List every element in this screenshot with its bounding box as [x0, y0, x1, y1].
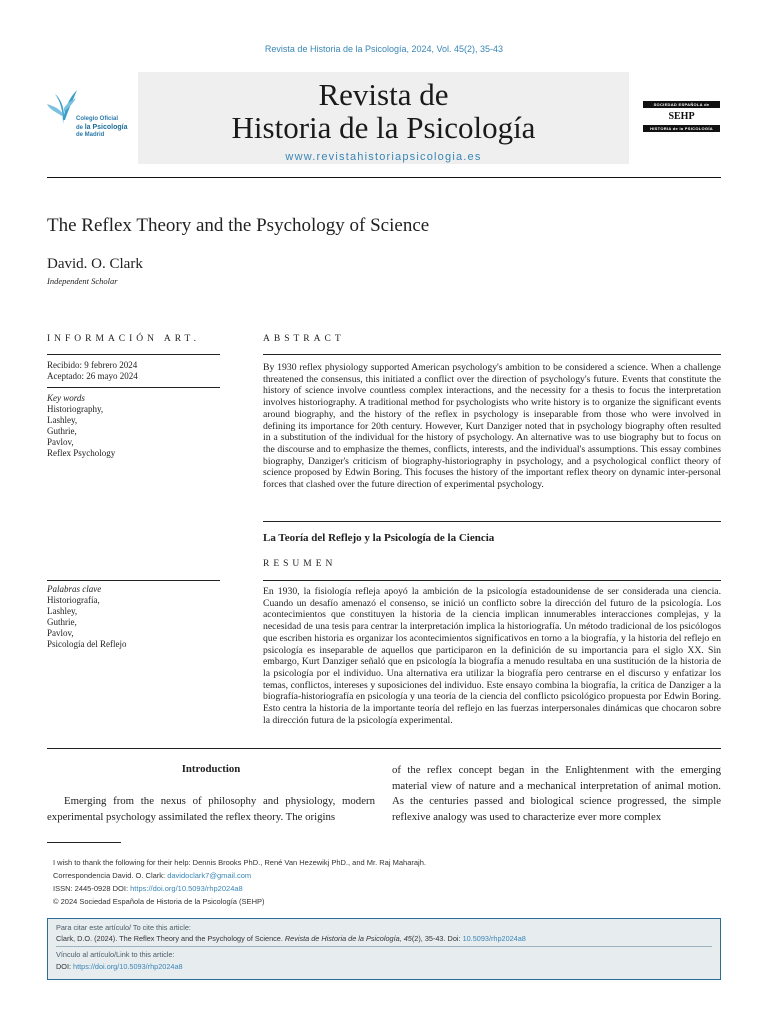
cite-suffix: (2), 35-43. Doi:	[411, 934, 463, 944]
info-heading: INFORMACIÓN ART.	[47, 334, 200, 344]
sehp-bottom-bar: HISTORIA de la PSICOLOGÍA	[643, 125, 720, 132]
copyright: © 2024 Sociedad Española de Historia de la Psicología (SEHP)	[53, 897, 265, 906]
palabras-label: Palabras clave	[47, 584, 102, 594]
link-line	[56, 961, 712, 972]
logo-line2: de	[76, 124, 84, 131]
palabra-clave: Pavlov,	[47, 628, 74, 638]
colegio-logo	[47, 86, 133, 138]
body-divider	[47, 748, 721, 749]
article-author: David. O. Clark	[47, 256, 143, 272]
logo-line3: la Psicología	[84, 123, 128, 131]
doi-link[interactable]: https://doi.org/10.5093/rhp2024a8	[130, 884, 243, 893]
sehp-top-bar: SOCIEDAD ESPAÑOLA de	[643, 101, 720, 108]
palabras-rule	[47, 580, 220, 581]
link-doi-label: DOI:	[56, 961, 74, 971]
abstract-heading: ABSTRACT	[263, 334, 345, 344]
masthead-url[interactable]: www.revistahistoriapsicologia.es	[285, 151, 482, 163]
citation-box	[47, 918, 721, 980]
intro-heading: Introduction	[181, 763, 241, 775]
cite-journal: Revista de Historia de la Psicología,	[284, 934, 404, 944]
footnote-rule	[47, 842, 121, 843]
resumen-rule	[263, 580, 721, 581]
keyword: Lashley,	[47, 415, 78, 425]
correspondence	[53, 869, 426, 882]
accepted-date: Aceptado: 26 mayo 2024	[47, 371, 138, 381]
cite-prefix: Clark, D.O. (2024). The Reflex Theory and the Psychology of Science.	[56, 934, 285, 944]
received-date: Recibido: 9 febrero 2024	[47, 360, 138, 370]
keyword: Reflex Psychology	[47, 448, 116, 458]
palabra-clave: Psicología del Reflejo	[47, 639, 127, 649]
masthead-line2: Historia de la Psicología	[231, 110, 536, 145]
acknowledgements: I wish to thank the following for their help: Dennis Brooks PhD., René Van Hezewikj PhD., and Mr. Raj Maharajh.	[53, 858, 426, 867]
masthead	[138, 72, 629, 164]
keyword: Guthrie,	[47, 426, 77, 436]
spanish-title: La Teoría del Reflejo y la Psicología de la Ciencia	[263, 532, 495, 544]
dates-rule	[47, 387, 220, 388]
issn-line	[53, 882, 426, 895]
resumen-heading: RESUMEN	[263, 559, 337, 569]
cite-doi-link[interactable]: 10.5093/rhp2024a8	[462, 934, 526, 944]
email-link[interactable]: davidoclark7@gmail.com	[167, 871, 252, 880]
abstract-end-rule	[263, 521, 721, 522]
intro-paragraph-left: Emerging from the nexus of philosophy and physiology, modern experimental psychology assimilated the reflex theory. The origins	[47, 795, 375, 823]
info-rule	[47, 354, 220, 355]
intro-paragraph-right: of the reflex concept began in the Enlightenment with the emerging material view of nature and a mechanical interpretation of animal motion. As the centuries passed and biological science progressed, the simple reflexive analogy was used to characterize ever more complex	[392, 764, 721, 823]
dates-block	[47, 360, 220, 382]
author-affiliation: Independent Scholar	[47, 276, 118, 286]
palabras-block	[47, 584, 220, 650]
palabra-clave: Historiografía,	[47, 595, 100, 605]
palabra-clave: Guthrie,	[47, 617, 77, 627]
sehp-acronym: SEHP	[668, 111, 695, 122]
leaf-logo-icon	[47, 86, 77, 126]
cite-label: Para citar este artículo/ To cite this article:	[56, 923, 191, 932]
article-doi-link[interactable]: https://doi.org/10.5093/rhp2024a8	[73, 961, 183, 971]
cite-separator	[56, 946, 712, 947]
correspondence-label: Correspondencia David. O. Clark:	[53, 871, 168, 880]
link-label: Vínculo al artículo/Link to this article:	[56, 950, 175, 960]
masthead-line1: Revista de	[318, 77, 449, 112]
footnotes	[53, 856, 426, 908]
keyword: Pavlov,	[47, 437, 74, 447]
keywords-label: Key words	[47, 393, 85, 403]
logo-line4: de Madrid	[76, 132, 105, 138]
journal-reference: Revista de Historia de la Psicología, 2024, Vol. 45(2), 35-43	[264, 44, 504, 54]
keywords-block	[47, 393, 220, 459]
abstract-rule	[263, 354, 721, 355]
logo-line1: Colegio Oficial	[76, 116, 119, 122]
logo-text	[76, 116, 127, 140]
resumen-text: En 1930, la fisiología refleja apoyó la ambición de la psicología estadounidense de ser considerada una ciencia. Cuando un desafío amenazó el consenso, se inició un conflicto sobre la dirección del futuro de la psicología. Los acontecimientos que constituyen la historia de la ciencia implican innumerables interacciones complejas, y la necesidad de una tesis para centrar la interpretación implica la historiografía. Un método tradicional de los psicólogos que escriben historia es organizar los acontecimientos significativos en torno a la biografía, y la historia del reflejo en psicología es inseparable de aquellos que participaron en la definición de su importancia para el siglo XX. Sin embargo, Kurt Danziger señaló que en psicología la biografía a menudo resultaba en una sustitución de la historia de la psicología por el individuo. Una alternativa era utilizar la biografía pero centrarse en el discurso y enfatizar los temas, conflictos, intereses y suposiciones del individuo. Este ensayo combina la biografía, la crítica de Danziger a la biografía-historiografía en psicología y una teoría de la ciencia del conflicto psicológico propuesta por Edwin Boring. Esto centra la historia de la importante teoría del reflejo en las fuerzas interpersonales dinámicas que chocaron sobre la dirección futura de la psicología experimental.	[263, 586, 721, 726]
header-divider	[47, 177, 721, 178]
masthead-title	[138, 78, 629, 144]
abstract-text: By 1930 reflex physiology supported American psychology's ambition to be considered a science. When a challenge threatened the consensus, this initiated a conflict over the direction of psychology's future. Events that constitute the history of science involve countless complex interactions, and the necessity for a thesis to focus the interpretation involves historiography. A traditional method for psychologists who write history is to organize the significant events around biography, and the history of the reflex in psychology is inseparable from those who were involved in defining its importance for 20th century. However, Kurt Danziger noted that in psychology biography often resulted in a substitution of the individual for the history of psychology. An alternative was to use biography but to focus on the discourse and to emphasize the themes, conflicts, interests, and the individual's assumptions. This essay combines biography, Danziger's criticism of biography-historiography in psychology, and a psychological conflict theory of science proposed by Edwin Boring. This focuses the history of the important reflex theory on dynamic inter-personal forces that clashed over the future direction of experimental psychology.	[263, 362, 721, 491]
palabra-clave: Lashley,	[47, 606, 78, 616]
sehp-logo	[643, 101, 720, 132]
article-title: The Reflex Theory and the Psychology of Science	[47, 215, 430, 236]
cite-text	[56, 933, 712, 944]
cite-volume: 45	[403, 934, 412, 944]
issn-label: ISSN: 2445-0928 DOI:	[53, 884, 131, 893]
keyword: Historiography,	[47, 404, 104, 414]
